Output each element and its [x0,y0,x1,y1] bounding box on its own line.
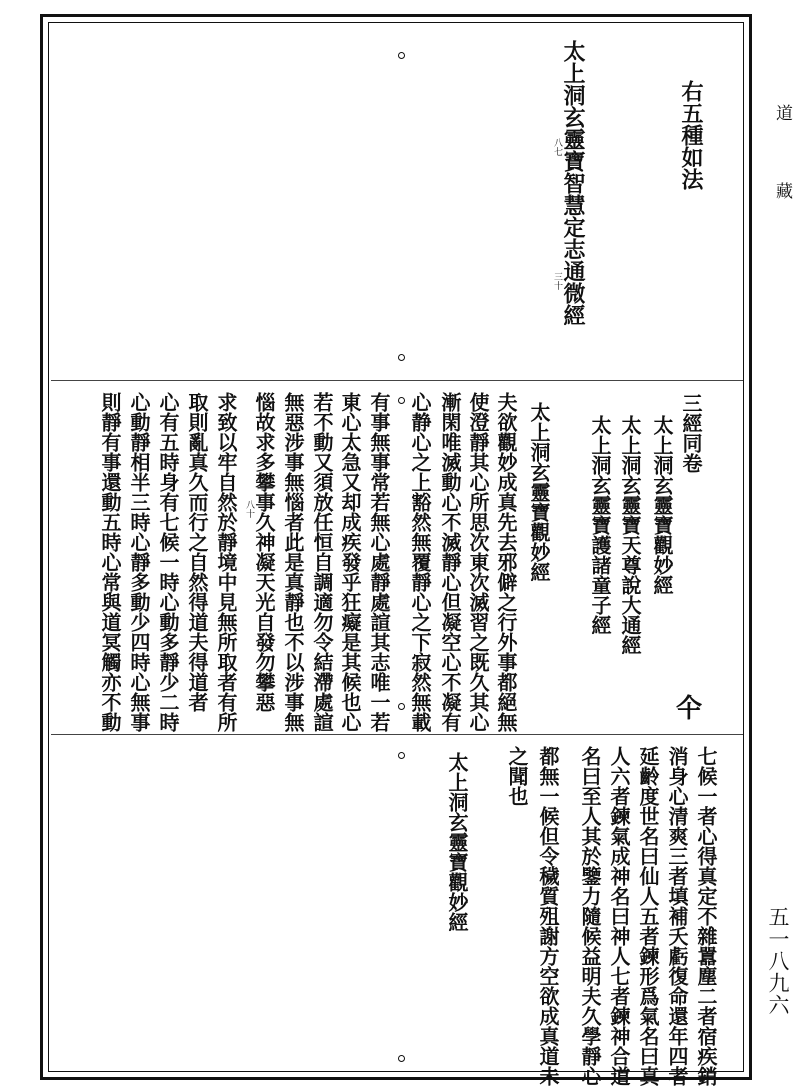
text-title: 太上洞玄靈寶智慧定志通微經 [560,40,586,326]
collation-note: 三十 [552,272,562,290]
page-number: 五一八九六 [766,906,790,1016]
text-column: 則靜有事還動五時心常與道冥觸亦不動 [98,392,122,732]
text-column: 無惡涉事無惱者此是真靜也不以涉事無 [281,392,305,732]
text-column: 消身心清爽三者填補夭虧復命還年四者 [665,746,689,1086]
text-column: 東心太急又却成疾發乎狂癡是其候也心 [338,392,362,732]
text-column: 漸閑唯滅動心不滅靜心但凝空心不凝有 [438,392,462,732]
text-column: 人六者鍊氣成神名曰神人七者鍊神合道 [607,746,631,1086]
collation-note: 八七 [552,138,562,156]
text-title: 太上洞玄靈寶觀妙經 [527,402,551,582]
text-column: 名曰至人其於鑒力隨候益明夫久學靜心 [578,746,602,1086]
collation-note: 八十 [244,500,254,518]
section-divider-lower [51,734,743,735]
section-divider-upper [51,380,743,381]
collection-char: 道 [772,104,792,121]
binding-hole [398,397,405,404]
binding-hole [398,52,405,59]
text-column: 都無一候但令穢質殂謝方空欲成真道未 [536,746,560,1086]
binding-hole [398,354,405,361]
binding-hole [398,1055,405,1062]
text-column: 三經同卷 [679,393,703,473]
text-column: 右五種如法 [678,80,704,190]
text-column: 太上洞玄靈寶天尊說大通經 [618,415,642,655]
text-title: 太上洞玄靈寶觀妙經 [445,752,469,932]
text-column: 若不動又須放任恒自調適勿令結滯處諠 [310,392,334,732]
binding-hole [398,752,405,759]
text-column: 有事無事常若無心處靜處諠其志唯一若 [367,392,391,732]
text-column: 心有五時身有七候一時心動多靜少二時 [156,392,180,732]
text-column: 太上洞玄靈寶護諸童子經 [588,415,612,635]
text-column: 太上洞玄靈寶觀妙經 [650,415,674,595]
text-column: 求致以牢自然於靜境中見無所取者有所 [214,392,238,732]
glyph-mark: 仐 [676,694,703,724]
collection-char: 藏 [772,182,792,199]
text-column: 七候一者心得真定不雜囂塵二者宿疾銷 [694,746,718,1086]
text-column: 心動靜相半三時心靜多動少四時心無事 [127,392,151,732]
text-column: 使澄靜其心所思次東次滅習之既久其心 [466,392,490,732]
text-column: 之聞也 [505,746,529,806]
text-column: 延齡度世名曰仙人五者鍊形爲氣名曰真 [636,746,660,1086]
text-column: 惱故求多攀事久神凝天光自發勿攀惡 [252,392,276,712]
text-column: 夫欲觀妙成真先去邪僻之行外事都絕無 [494,392,518,732]
text-column: 取則亂真久而行之自然得道夫得道者 [185,392,209,712]
binding-hole [398,703,405,710]
text-column: 心静心之上豁然無覆靜心之下寂然無載 [408,392,432,732]
